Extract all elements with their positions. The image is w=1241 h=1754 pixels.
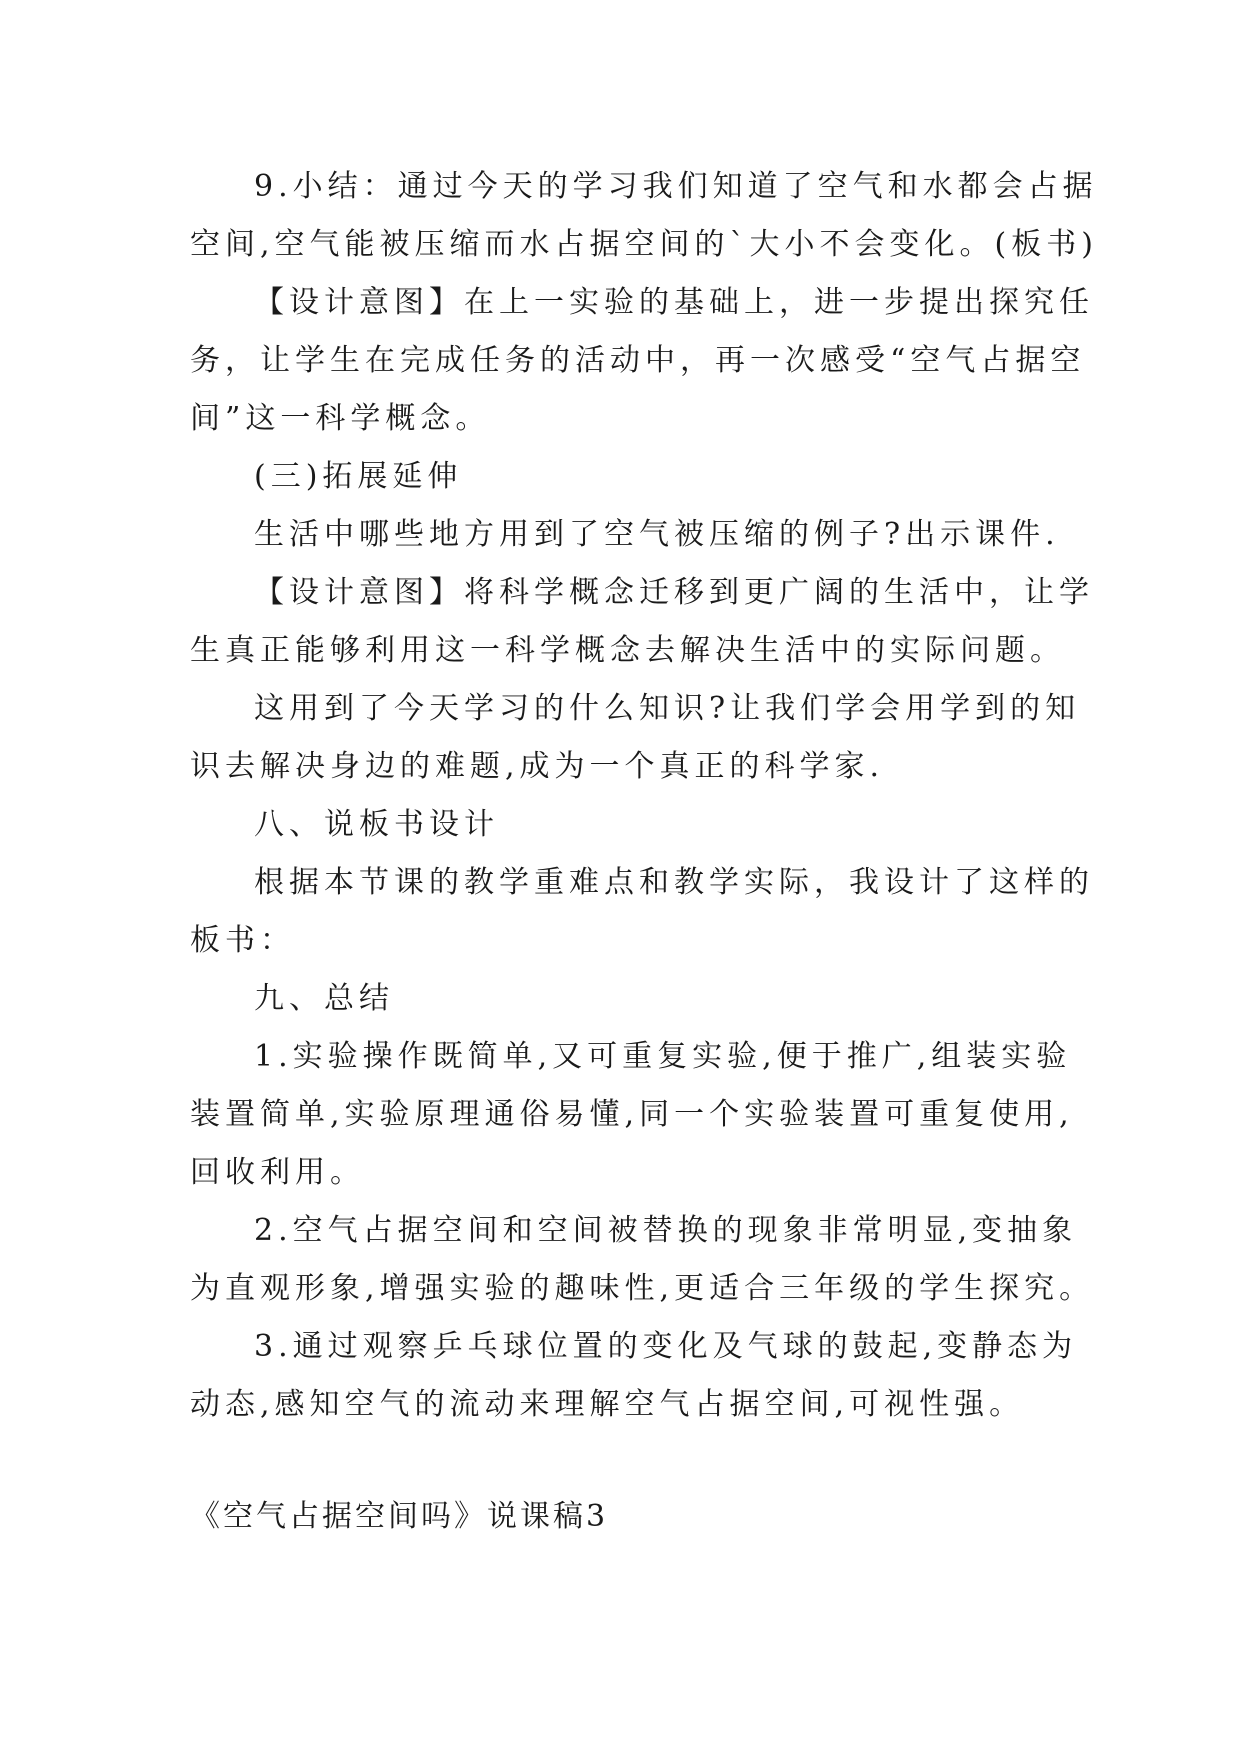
paragraph bbox=[190, 1028, 1074, 1202]
text-line: 9.小结：通过今天的学习我们知道了空气和水都会占据 bbox=[254, 169, 1098, 204]
text-line: 生真正能够利用这一科学概念去解决生活中的实际问题。 bbox=[190, 633, 1065, 668]
paragraph bbox=[190, 970, 1050, 1028]
text-line: 间”这一科学概念。 bbox=[190, 401, 491, 436]
paragraph bbox=[190, 854, 1094, 970]
paragraph bbox=[190, 158, 1098, 274]
paragraph bbox=[190, 680, 1081, 796]
text-line: 【设计意图】在上一实验的基础上，进一步提出探究任 bbox=[254, 285, 1094, 320]
paragraph bbox=[190, 796, 1050, 854]
text-line: 板书： bbox=[190, 923, 295, 958]
text-line: 装置简单,实验原理通俗易懂,同一个实验装置可重复使用, bbox=[190, 1097, 1074, 1132]
text-line: 1.实验操作既简单,又可重复实验,便于推广,组装实验 bbox=[254, 1039, 1072, 1074]
paragraph bbox=[190, 1202, 1095, 1318]
paragraph bbox=[190, 1318, 1078, 1434]
next-section-title: 《空气占据空间吗》说课稿3 bbox=[190, 1499, 609, 1534]
text-line: 空间,空气能被压缩而水占据空间的`大小不会变化。(板书) bbox=[190, 227, 1098, 262]
paragraph bbox=[190, 448, 1050, 506]
document-body bbox=[190, 158, 1098, 1434]
text-line: 为直观形象,增强实验的趣味性,更适合三年级的学生探究。 bbox=[190, 1271, 1095, 1306]
text-line: 动态,感知空气的流动来理解空气占据空间,可视性强。 bbox=[190, 1387, 1025, 1422]
paragraph bbox=[190, 564, 1094, 680]
text-line: 生活中哪些地方用到了空气被压缩的例子?出示课件. bbox=[254, 517, 1060, 552]
text-line: 九、总结 bbox=[254, 981, 394, 1016]
paragraph bbox=[190, 506, 1060, 564]
text-line: 识去解决身边的难题,成为一个真正的科学家. bbox=[190, 749, 885, 784]
text-line: 务，让学生在完成任务的活动中，再一次感受“空气占据空 bbox=[190, 343, 1086, 378]
paragraph bbox=[190, 274, 1094, 448]
text-line: 2.空气占据空间和空间被替换的现象非常明显,变抽象 bbox=[254, 1213, 1078, 1248]
text-line: 八、说板书设计 bbox=[254, 807, 499, 842]
text-line: 【设计意图】将科学概念迁移到更广阔的生活中，让学 bbox=[254, 575, 1094, 610]
text-line: 3.通过观察乒乓球位置的变化及气球的鼓起,变静态为 bbox=[254, 1329, 1078, 1364]
text-line: 回收利用。 bbox=[190, 1155, 365, 1190]
text-line: 这用到了今天学习的什么知识?让我们学会用学到的知 bbox=[254, 691, 1081, 726]
text-line: 根据本节课的教学重难点和教学实际，我设计了这样的 bbox=[254, 865, 1094, 900]
text-line: (三)拓展延伸 bbox=[254, 459, 463, 494]
